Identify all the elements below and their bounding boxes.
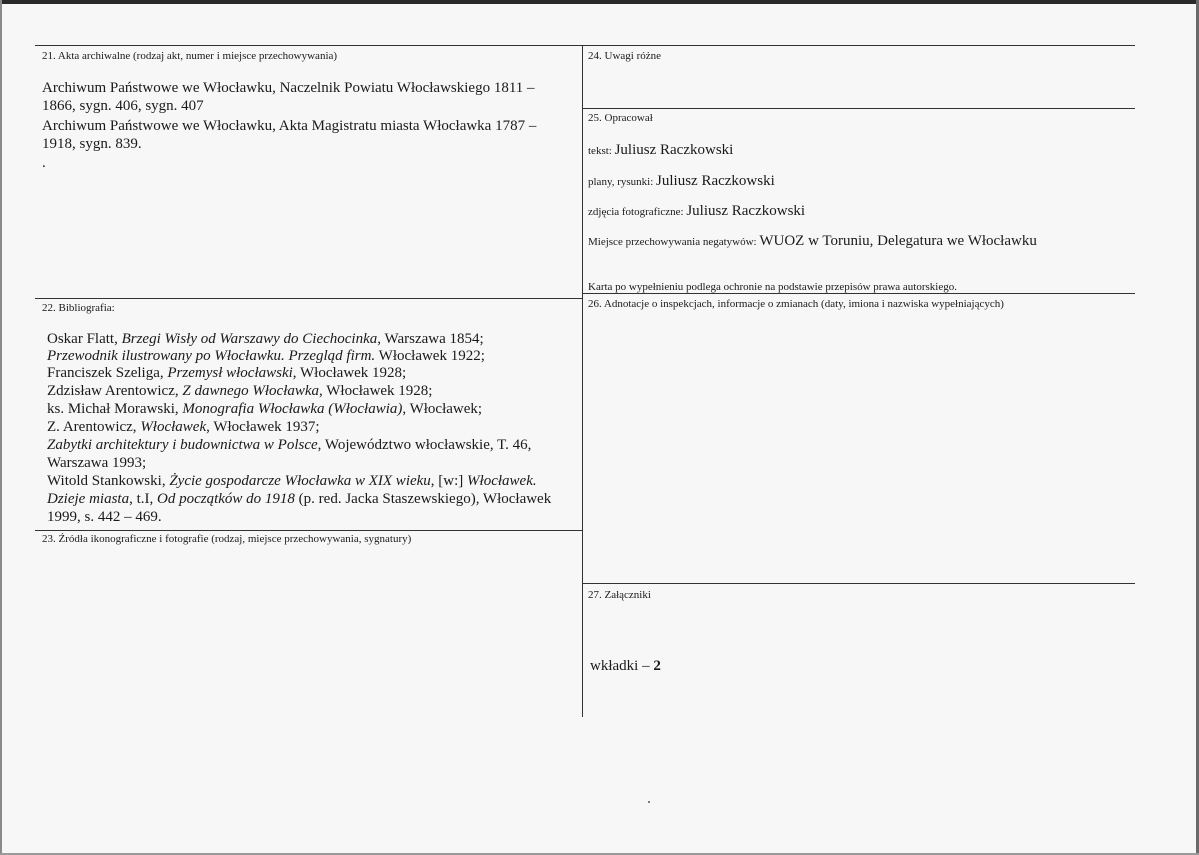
author-text-value: Juliusz Raczkowski (614, 142, 734, 158)
archive-line-4: 1918, sygn. 839. (42, 136, 142, 152)
bib7-title: Zabytki architektury i budownictwa w Polsce (47, 437, 318, 453)
attachments-label: wkładki – (590, 658, 654, 674)
bibliography-entry-1 (47, 330, 484, 348)
bibliography-entry-3 (47, 364, 406, 382)
top-rule (35, 45, 1135, 46)
section-27-label: 27. Załączniki (588, 589, 651, 601)
bib3-author: Franciszek Szeliga, (47, 365, 168, 381)
archive-line-1: Archiwum Państwowe we Włocławku, Naczelnik Powiatu Włocławskiego 1811 – (42, 80, 535, 96)
rule-24-25 (583, 108, 1135, 109)
rule-22-23 (35, 530, 583, 531)
negatives-location-label: Miejsce przechowywania negatywów: (588, 236, 760, 248)
bib5-author: ks. Michał Morawski, (47, 401, 183, 417)
author-photos-value: Juliusz Raczkowski (686, 203, 806, 219)
bib1-author: Oskar Flatt, (47, 331, 122, 347)
attachments-row (590, 657, 661, 675)
section-25-label: 25. Opracował (588, 112, 653, 124)
bib8-line2-title2: Od początków do 1918 (157, 491, 295, 507)
bibliography-entry-2 (47, 347, 485, 365)
section-24-label: 24. Uwagi różne (588, 50, 662, 62)
bib7-rest: , Województwo włocławskie, T. 46, (317, 437, 532, 453)
bib3-rest: , Włocławek 1928; (292, 365, 407, 381)
bib5-rest: , Włocławek; (402, 401, 483, 417)
author-plans-row (588, 172, 775, 191)
attachments-count: 2 (653, 658, 661, 674)
bib3-title: Przemysł włocławski (167, 365, 293, 381)
author-text-row (588, 141, 733, 160)
bib4-rest: , Włocławek 1928; (319, 383, 433, 399)
column-divider (582, 45, 583, 717)
scan-edge-left (0, 0, 2, 855)
bib5-title: Monografia Włocławka (Włocławia) (182, 401, 403, 417)
bib8-mid: , [w:] (430, 473, 468, 489)
archive-line-5: . (42, 155, 46, 171)
bib8-author: Witold Stankowski, (47, 473, 170, 489)
negatives-location-row (588, 232, 1037, 251)
scan-speck (648, 801, 650, 803)
bib8-line2-title: Dzieje miasta (47, 491, 130, 507)
rule-21-22 (35, 298, 583, 299)
section-23-label: 23. Źródła ikonograficzne i fotografie (rodzaj, miejsce przechowywania, sygnatury) (42, 533, 412, 545)
bib8-line2-mid: , t.I, (129, 491, 157, 507)
bibliography-entry-8-end: 1999, s. 442 – 469. (47, 509, 162, 525)
bibliography-entry-7 (47, 436, 531, 454)
section-26-label: 26. Adnotacje o inspekcjach, informacje o zmianach (daty, imiona i nazwiska wypełniających) (588, 298, 1004, 310)
bib6-title: Włocławek (140, 419, 207, 435)
bib1-rest: , Warszawa 1854; (377, 331, 484, 347)
bibliography-entry-5 (47, 400, 482, 418)
bib4-title: Z dawnego Włocławka (182, 383, 320, 399)
author-photos-row (588, 202, 805, 221)
bib8-title: Życie gospodarcze Włocławka w XIX wieku (169, 473, 431, 489)
bibliography-entry-4 (47, 382, 432, 400)
bib1-title: Brzegi Wisły od Warszawy do Ciechocinka (121, 331, 378, 347)
bib2-rest: Włocławek 1922; (375, 348, 485, 364)
author-plans-value: Juliusz Raczkowski (656, 173, 775, 189)
rule-26-27 (583, 583, 1135, 584)
author-photos-label: zdjęcia fotograficzne: (588, 206, 687, 218)
bibliography-entry-7-cont: Warszawa 1993; (47, 455, 147, 471)
archive-line-2: 1866, sygn. 406, sygn. 407 (42, 98, 204, 114)
archive-line-3: Archiwum Państwowe we Włocławku, Akta Magistratu miasta Włocławka 1787 – (42, 118, 537, 134)
bib6-author: Z. Arentowicz, (47, 419, 141, 435)
bib2-title: Przewodnik ilustrowany po Włocławku. Przegląd firm. (47, 348, 376, 364)
negatives-location-value: WUOZ w Toruniu, Delegatura we Włocławku (759, 233, 1037, 249)
section-22-label: 22. Bibliografia: (42, 302, 115, 314)
scan-edge-top (0, 0, 1199, 4)
bibliography-entry-6 (47, 418, 320, 436)
bib8-title2: Włocławek. (467, 473, 537, 489)
author-text-label: tekst: (588, 145, 615, 157)
bibliography-entry-8 (47, 472, 537, 490)
bibliography-entry-8-cont (47, 490, 551, 508)
section-21-label: 21. Akta archiwalne (rodzaj akt, numer i miejsce przechowywania) (42, 50, 338, 62)
copyright-note: Karta po wypełnieniu podlega ochronie na podstawie przepisów prawa autorskiego. (588, 281, 957, 293)
bib4-author: Zdzisław Arentowicz, (47, 383, 183, 399)
bib8-line2-rest: (p. red. Jacka Staszewskiego), Włocławek (294, 491, 552, 507)
bib6-rest: , Włocławek 1937; (206, 419, 320, 435)
author-plans-label: plany, rysunki: (588, 176, 657, 188)
